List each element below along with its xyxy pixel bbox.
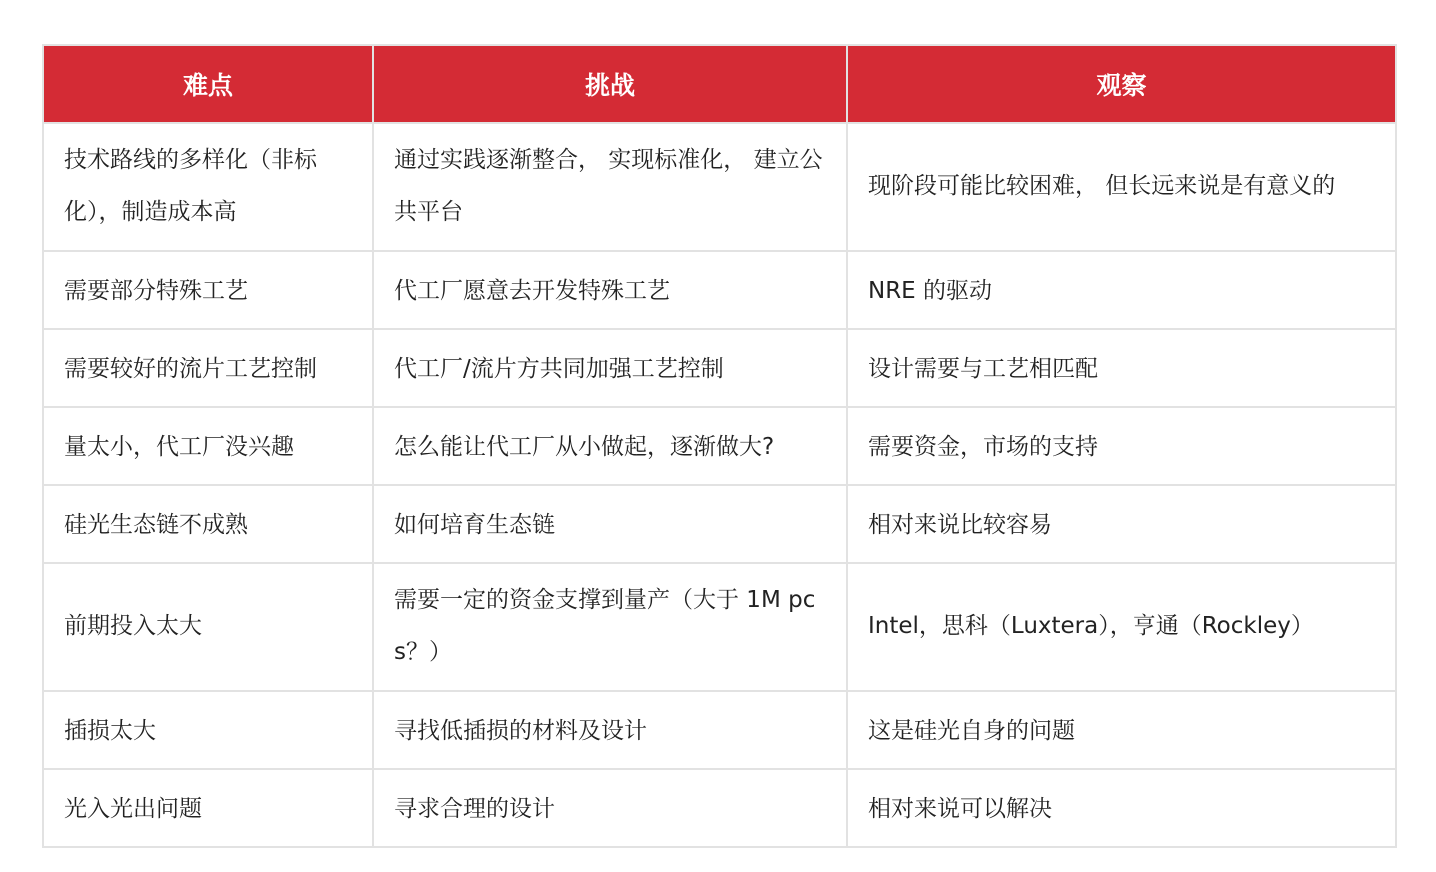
cell-observation: Intel，思科（Luxtera），亨通（Rockley） bbox=[847, 563, 1396, 691]
cell-observation: 相对来说可以解决 bbox=[847, 769, 1396, 847]
cell-observation: NRE 的驱动 bbox=[847, 251, 1396, 329]
cell-challenge: 寻求合理的设计 bbox=[373, 769, 847, 847]
table-row bbox=[43, 563, 1396, 691]
cell-challenge: 代工厂愿意去开发特殊工艺 bbox=[373, 251, 847, 329]
cell-difficulty: 光入光出问题 bbox=[43, 769, 373, 847]
cell-difficulty: 需要部分特殊工艺 bbox=[43, 251, 373, 329]
cell-difficulty: 量太小，代工厂没兴趣 bbox=[43, 407, 373, 485]
cell-difficulty: 前期投入太大 bbox=[43, 563, 373, 691]
cell-challenge: 需要一定的资金支撑到量产（大于 1M pcs？） bbox=[373, 563, 847, 691]
cell-challenge: 如何培育生态链 bbox=[373, 485, 847, 563]
cell-challenge: 通过实践逐渐整合， 实现标准化， 建立公共平台 bbox=[373, 123, 847, 251]
cell-difficulty: 硅光生态链不成熟 bbox=[43, 485, 373, 563]
header-observation: 观察 bbox=[847, 45, 1396, 123]
cell-observation: 需要资金，市场的支持 bbox=[847, 407, 1396, 485]
cell-observation: 现阶段可能比较困难， 但长远来说是有意义的 bbox=[847, 123, 1396, 251]
table-row bbox=[43, 485, 1396, 563]
table-row bbox=[43, 329, 1396, 407]
cell-difficulty: 技术路线的多样化（非标化），制造成本高 bbox=[43, 123, 373, 251]
header-difficulty: 难点 bbox=[43, 45, 373, 123]
cell-observation: 设计需要与工艺相匹配 bbox=[847, 329, 1396, 407]
cell-challenge: 寻找低插损的材料及设计 bbox=[373, 691, 847, 769]
cell-difficulty: 需要较好的流片工艺控制 bbox=[43, 329, 373, 407]
cell-observation: 相对来说比较容易 bbox=[847, 485, 1396, 563]
cell-observation: 这是硅光自身的问题 bbox=[847, 691, 1396, 769]
cell-challenge: 怎么能让代工厂从小做起，逐渐做大? bbox=[373, 407, 847, 485]
header-row bbox=[43, 45, 1396, 123]
cell-challenge: 代工厂/流片方共同加强工艺控制 bbox=[373, 329, 847, 407]
table-row bbox=[43, 123, 1396, 251]
table-row bbox=[43, 407, 1396, 485]
table-row bbox=[43, 769, 1396, 847]
header-challenge: 挑战 bbox=[373, 45, 847, 123]
table-row bbox=[43, 251, 1396, 329]
comparison-table bbox=[42, 44, 1397, 848]
table-row bbox=[43, 691, 1396, 769]
cell-difficulty: 插损太大 bbox=[43, 691, 373, 769]
